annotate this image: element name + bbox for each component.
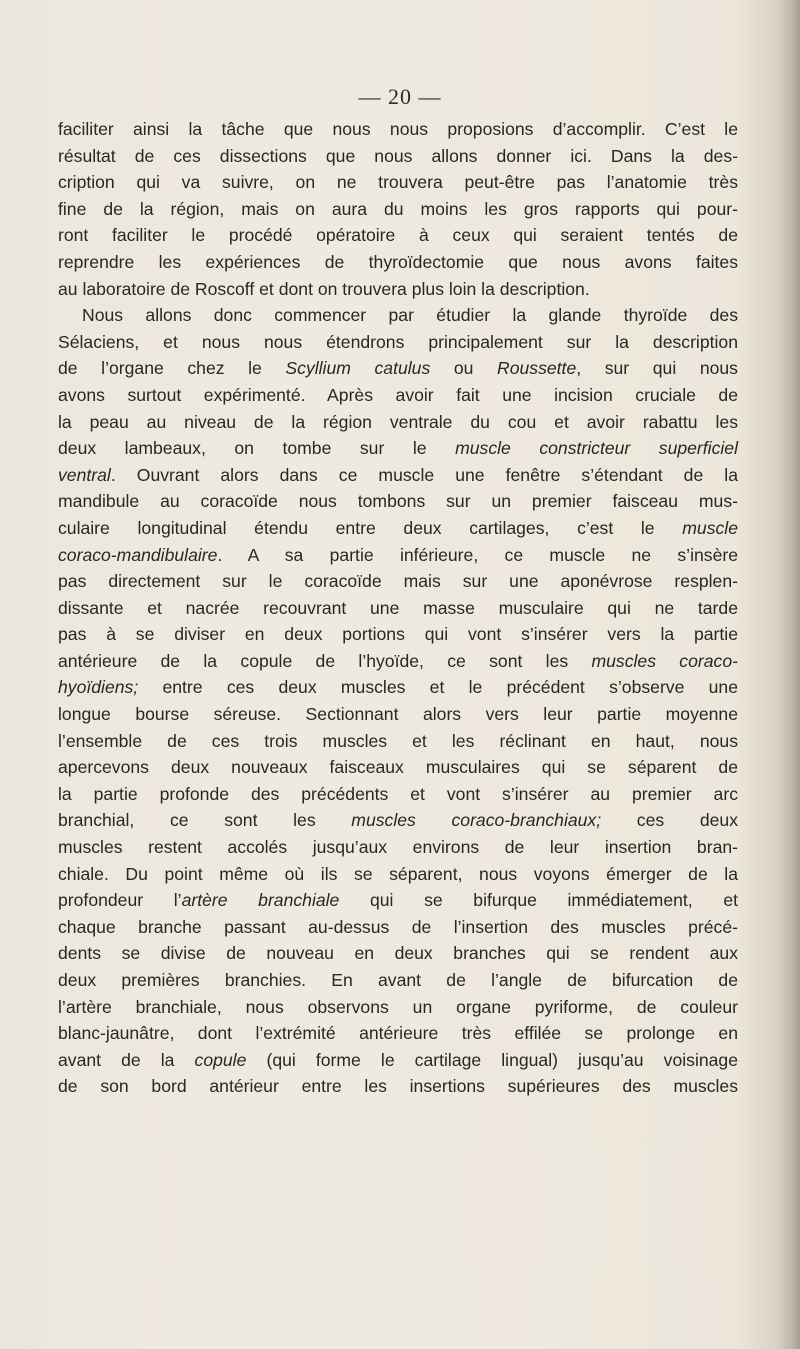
text-line	[58, 542, 738, 569]
italic-term: coraco-mandibulaire	[58, 544, 218, 565]
text-segment: dents se divise de nouveau en deux branches qui se rendent aux	[58, 943, 738, 964]
text-line	[58, 754, 738, 781]
text-segment: dissante et nacrée recouvrant une masse musculaire qui ne tarde	[58, 597, 738, 618]
text-segment: faciliter ainsi la tâche que nous nous proposions d’accomplir. C’est le	[58, 119, 738, 139]
text-segment: antérieure de la copule de l’hyoïde, ce sont les	[58, 650, 592, 671]
text-segment: apercevons deux nouveaux faisceaux musculaires qui se séparent de	[58, 757, 738, 778]
italic-term: muscles coraco-	[591, 650, 738, 671]
text-segment: cription qui va suivre, on ne trouvera peut-être pas l’anatomie très	[58, 172, 738, 193]
text-line	[58, 728, 738, 755]
italic-term: artère branchiale	[181, 890, 340, 911]
italic-term: Scyllium catulus	[285, 358, 431, 379]
text-segment: . A sa partie inférieure, ce muscle ne s’insère	[217, 544, 738, 565]
text-line	[58, 355, 738, 382]
text-segment: muscles restent accolés jusqu’aux environs de leur insertion bran-	[58, 837, 738, 858]
text-line	[58, 302, 738, 329]
text-segment: entre ces deux muscles et le précédent s’observe une	[138, 677, 738, 698]
text-line	[58, 1047, 738, 1074]
page-number-header: — 20 —	[358, 84, 442, 109]
text-line	[58, 409, 738, 436]
text-line	[58, 1020, 738, 1047]
text-line	[58, 435, 738, 462]
text-line	[58, 621, 738, 648]
body-text	[58, 116, 738, 1100]
text-segment: fine de la région, mais on aura du moins les gros rapports qui pour-	[58, 198, 738, 219]
text-line	[58, 967, 738, 994]
italic-term: hyoïdiens;	[58, 677, 139, 698]
text-segment: avant de la	[58, 1049, 195, 1070]
text-line	[58, 143, 738, 170]
text-segment: mandibule au coracoïde nous tombons sur un premier faisceau mus-	[58, 491, 738, 512]
text-segment: (qui forme le cartilage lingual) jusqu’au voisinage	[246, 1049, 738, 1070]
text-segment: qui se bifurque immédiatement, et	[339, 890, 738, 911]
italic-term: muscle constricteur superficiel	[455, 438, 738, 459]
text-segment: deux premières branchies. En avant de l’angle de bifurcation de	[58, 970, 738, 990]
text-segment: ou	[430, 358, 498, 379]
text-line	[58, 701, 738, 728]
text-line	[58, 222, 738, 249]
text-segment: longue bourse séreuse. Sectionnant alors vers leur partie moyenne	[58, 704, 738, 725]
italic-term: muscles coraco-branchiaux;	[351, 810, 602, 831]
text-segment: chiale. Du point même où ils se séparent, nous voyons émerger de la	[58, 863, 738, 884]
italic-term: Roussette	[497, 358, 577, 379]
text-segment: résultat de ces dissections que nous allons donner ici. Dans la des-	[58, 145, 738, 166]
text-segment: Nous allons donc commencer par étudier la glande thyroïde des	[82, 305, 738, 326]
text-segment: la peau au niveau de la région ventrale du cou et avoir rabattu les	[58, 411, 738, 432]
text-line	[58, 807, 738, 834]
text-segment: avons surtout expérimenté. Après avoir fait une incision cruciale de	[58, 384, 738, 405]
text-line	[58, 781, 738, 808]
text-line	[58, 515, 738, 542]
text-line	[58, 674, 738, 701]
text-line	[58, 595, 738, 622]
text-line	[58, 1073, 738, 1100]
text-line	[58, 276, 738, 303]
text-segment: l’ensemble de ces trois muscles et les réclinant en haut, nous	[58, 730, 738, 751]
text-segment: pas à se diviser en deux portions qui vont s’insérer vers la partie	[58, 624, 738, 645]
text-segment: , sur qui nous	[576, 358, 738, 379]
text-line	[58, 382, 738, 409]
text-line	[58, 861, 738, 888]
text-segment: profondeur l’	[58, 890, 182, 911]
text-segment: de l’organe chez le	[58, 358, 286, 379]
text-segment: au laboratoire de Roscoff et dont on trouvera plus loin la description.	[58, 278, 590, 299]
text-segment: de son bord antérieur entre les insertions supérieures des muscles	[58, 1076, 738, 1097]
text-segment: branchial, ce sont les	[58, 810, 352, 831]
text-segment: culaire longitudinal étendu entre deux cartilages, c’est le	[58, 517, 683, 538]
text-segment: . Ouvrant alors dans ce muscle une fenêtre s’étendant de la	[110, 464, 738, 485]
italic-term: copule	[194, 1049, 247, 1070]
text-line	[58, 169, 738, 196]
text-segment: Sélaciens, et nous nous étendrons principalement sur la description	[58, 331, 738, 352]
text-line	[58, 940, 738, 967]
text-segment: deux lambeaux, on tombe sur le	[58, 438, 456, 459]
text-line	[58, 462, 738, 489]
text-line	[58, 648, 738, 675]
text-line	[58, 249, 738, 276]
text-line	[58, 329, 738, 356]
text-segment: blanc-jaunâtre, dont l’extrémité antérieure très effilée se prolonge en	[58, 1023, 738, 1044]
text-segment: pas directement sur le coracoïde mais sur une aponévrose resplen-	[58, 571, 738, 592]
text-line	[58, 887, 738, 914]
text-line	[58, 196, 738, 223]
text-segment: ces deux	[601, 810, 738, 831]
italic-term: ventral	[58, 464, 111, 485]
text-segment: chaque branche passant au-dessus de l’insertion des muscles précé-	[58, 916, 738, 937]
italic-term: muscle	[682, 517, 738, 538]
text-line	[58, 834, 738, 861]
text-segment: reprendre les expériences de thyroïdectomie que nous avons faites	[58, 251, 738, 272]
page-edge-shadow	[778, 0, 800, 1349]
text-segment: l’artère branchiale, nous observons un organe pyriforme, de couleur	[58, 996, 738, 1017]
text-segment: la partie profonde des précédents et vont s’insérer au premier arc	[58, 783, 738, 804]
text-line	[58, 568, 738, 595]
text-line	[58, 116, 738, 143]
text-line	[58, 488, 738, 515]
text-line	[58, 994, 738, 1021]
text-line	[58, 914, 738, 941]
text-segment: ront faciliter le procédé opératoire à ceux qui seraient tentés de	[58, 225, 738, 246]
